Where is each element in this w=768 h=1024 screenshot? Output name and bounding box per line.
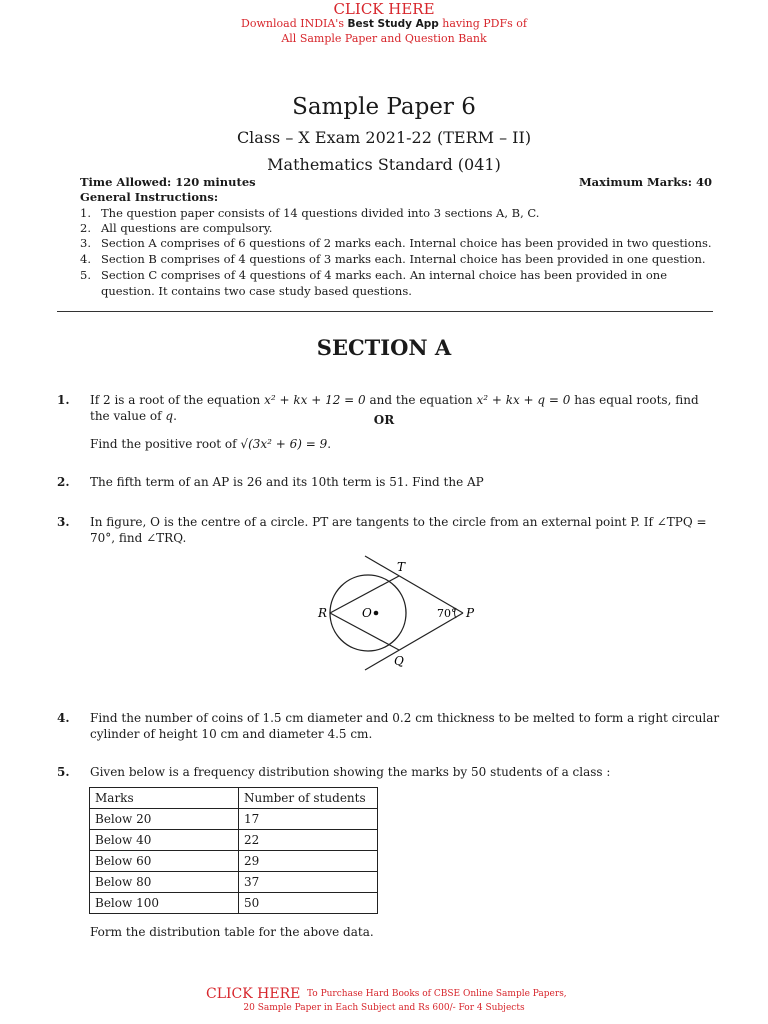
instruction-item: 4. Section B comprises of 4 questions of 3 marks each. Internal choice has been provided in one question.: [80, 252, 706, 266]
or-label: OR: [373, 413, 395, 427]
table-cell: Below 60: [90, 851, 239, 872]
table-row: [90, 851, 378, 872]
question-1-text: If 2 is a root of the equation x² + kx + 12 = 0 and the equation x² + kx + q = 0 has equal roots, find the value of q.: [90, 393, 699, 423]
question-5-text: Given below is a frequency distribution showing the marks by 50 students of a class :: [90, 765, 611, 779]
tangent-pq: [365, 613, 463, 670]
table-row: [90, 809, 378, 830]
question-4-text: Find the number of coins of 1.5 cm diameter and 0.2 cm thickness to be melted to form a right circular cylinder of height 10 cm and diameter 4.5 cm.: [90, 711, 720, 741]
click-here-link[interactable]: CLICK HERE: [206, 986, 301, 1002]
table-cell: 37: [239, 872, 378, 893]
centre-point: [374, 611, 379, 616]
instruction-item: 2. All questions are compulsory.: [80, 221, 273, 235]
promo-line-2: All Sample Paper and Question Bank: [281, 32, 487, 45]
question-1-alternative: Find the positive root of √(3x² + 6) = 9.: [90, 437, 332, 451]
class-exam-subtitle: Class – X Exam 2021-22 (TERM – II): [236, 128, 532, 147]
question-number: 3.: [57, 515, 70, 529]
angle-label: 70°: [437, 607, 457, 620]
label-q: Q: [394, 654, 404, 668]
time-allowed: Time Allowed: 120 minutes: [80, 175, 256, 189]
question-2-text: The fifth term of an AP is 26 and its 10th term is 51. Find the AP: [90, 475, 484, 489]
table-cell: Below 80: [90, 872, 239, 893]
equation: x² + kx + q = 0: [476, 393, 571, 407]
click-here-link[interactable]: CLICK HERE: [333, 0, 435, 18]
table-cell: 17: [239, 809, 378, 830]
table-cell: 50: [239, 893, 378, 914]
subject-line: Mathematics Standard (041): [267, 155, 501, 174]
label-r: R: [318, 606, 328, 620]
table-cell: Below 40: [90, 830, 239, 851]
table-cell: 22: [239, 830, 378, 851]
equation: √(3x² + 6) = 9: [240, 437, 328, 451]
equation: x² + kx + 12 = 0: [264, 393, 366, 407]
instruction-item: 1. The question paper consists of 14 questions divided into 3 sections A, B, C.: [80, 206, 540, 220]
divider: [57, 311, 713, 312]
question-3-text: In figure, O is the centre of a circle. PT are tangents to the circle from an external point P. If ∠TPQ = 70°, find ∠TRQ.: [90, 515, 707, 545]
table-cell: 29: [239, 851, 378, 872]
promo-bottom-line-1: To Purchase Hard Books of CBSE Online Sample Papers,: [307, 989, 567, 999]
frequency-table: [89, 787, 378, 914]
app-name: Best Study App: [347, 18, 439, 30]
table-row: [90, 830, 378, 851]
promo-bottom-line-2: 20 Sample Paper in Each Subject and Rs 600/- For 4 Subjects: [243, 1003, 525, 1013]
question-number: 1.: [57, 393, 70, 407]
label-o: O: [362, 606, 372, 620]
question-number: 2.: [57, 475, 70, 489]
table-header: Number of students: [239, 788, 378, 809]
promo-line-1: Download INDIA's Best Study App having PDFs of: [241, 17, 527, 30]
section-heading: SECTION A: [316, 335, 452, 360]
paper-title: Sample Paper 6: [292, 94, 476, 120]
instruction-item: 5. Section C comprises of 4 questions of 4 marks each. An internal choice has been provided in one question. It contains two case study based questions.: [80, 268, 668, 298]
question-number: 5.: [57, 765, 70, 779]
table-cell: Below 20: [90, 809, 239, 830]
label-t: T: [397, 560, 406, 574]
question-number: 4.: [57, 711, 70, 725]
table-header-row: [90, 788, 378, 809]
table-cell: Below 100: [90, 893, 239, 914]
instruction-item: 3. Section A comprises of 6 questions of 2 marks each. Internal choice has been provided in two questions.: [80, 236, 712, 250]
tangent-pt: [365, 556, 463, 613]
table-row: [90, 872, 378, 893]
table-header: Marks: [90, 788, 239, 809]
label-p: P: [466, 606, 475, 620]
circle-tangent-figure: [310, 552, 500, 672]
maximum-marks: Maximum Marks: 40: [578, 175, 712, 189]
table-row: [90, 893, 378, 914]
question-5-instruction: Form the distribution table for the above data.: [90, 925, 374, 939]
general-instructions-label: General Instructions:: [80, 190, 219, 204]
